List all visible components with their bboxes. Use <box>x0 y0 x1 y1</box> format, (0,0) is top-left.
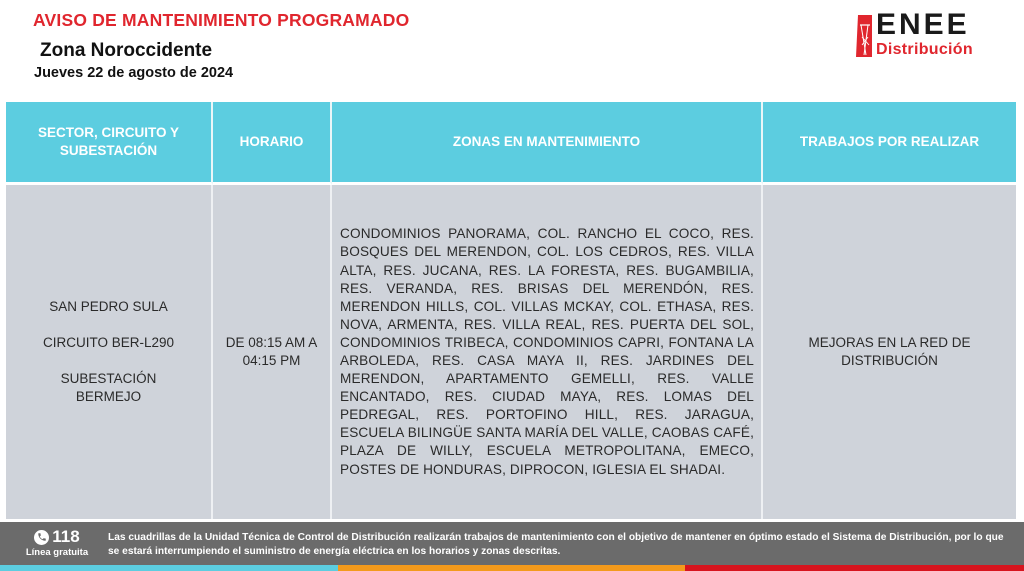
column-header-work: TRABAJOS POR REALIZAR <box>763 102 1016 185</box>
hotline-number: 118 <box>52 527 80 546</box>
hotline-label: Línea gratuita <box>25 547 89 558</box>
schedule-cell <box>213 185 332 519</box>
schedule-text: DE 08:15 AM A 04:15 PM <box>225 335 318 368</box>
sector-cell <box>6 185 213 519</box>
date-line: Jueves 22 de agosto de 2024 <box>34 65 234 81</box>
work-text: MEJORAS EN LA RED DE DISTRIBUCIÓN <box>808 335 971 368</box>
column-header-schedule: HORARIO <box>213 102 332 185</box>
bar-segment-red <box>685 565 1024 571</box>
bottom-color-bar <box>0 565 1024 571</box>
substation-name: SUBESTACIÓN BERMEJO <box>60 371 157 404</box>
enee-logo <box>856 8 1006 62</box>
logo-brand: ENEE <box>876 8 970 41</box>
maintenance-table <box>6 102 1016 519</box>
phone-icon <box>34 530 49 545</box>
sector-name: SAN PEDRO SULA <box>49 299 168 314</box>
column-header-zones: ZONAS EN MANTENIMIENTO <box>332 102 763 185</box>
table-row <box>6 185 1016 519</box>
circuit-name: CIRCUITO BER-L290 <box>42 335 175 350</box>
enee-pylon-icon <box>856 15 872 57</box>
bar-segment-teal <box>0 565 338 571</box>
table-header-row <box>6 102 1016 185</box>
footer-banner <box>0 522 1024 565</box>
zone-title: Zona Noroccidente <box>40 40 213 61</box>
hotline <box>22 528 92 558</box>
logo-subbrand: Distribución <box>876 41 973 58</box>
notice-title: AVISO DE MANTENIMIENTO PROGRAMADO <box>33 10 410 30</box>
work-cell <box>763 185 1016 519</box>
bar-segment-orange <box>338 565 685 571</box>
zones-text: CONDOMINIOS PANORAMA, COL. RANCHO EL COCO, RES. BOSQUES DEL MERENDON, COL. LOS CEDROS, RES. VILLA ALTA, RES. JUCANA, RES. LA FORESTA, RES. BUGAMBILIA, RES. VERANDA, RES. BRISAS DEL MERENDÓN, RES. MERENDON HILLS, COL. VILLAS MCKAY, COL. ETHASA, RES. NOVA, ARMENTA, RES. VILLA REAL, RES. PUERTA DEL SOL, CONDOMINIOS TRIBECA, CONDOMINIOS CAPRI, FONTANA LA ARBOLEDA, RES. CASA MAYA II, RES. JARDINES DEL MERENDON, APARTAMENTO GEMELLI, RES. VALLE ENCANTADO, RES. CIUDAD MAYA, RES. LOMAS DEL PEDREGAL, RES. PORTOFINO HILL, RES. JARAGUA, ESCUELA BILINGÜE SANTA MARÍA DEL VALLE, CAOBAS CAFÉ, PLAZA DE WILLY, ESCUELA METROPOLITANA, EMECO, POSTES DE HONDURAS, DIPROCON, IGLESIA EL SHADAI. <box>340 226 754 477</box>
footer-message: Las cuadrillas de la Unidad Técnica de Control de Distribución realizarán trabajos de mantenimiento con el objetivo de mantener en óptimo estado el Sistema de Distribución, por lo que se estará interrumpiendo el suministro de energía eléctrica en los horarios y zonas descritas. <box>108 532 1004 557</box>
column-header-sector: SECTOR, CIRCUITO Y SUBESTACIÓN <box>6 102 213 185</box>
zones-cell <box>332 185 763 519</box>
